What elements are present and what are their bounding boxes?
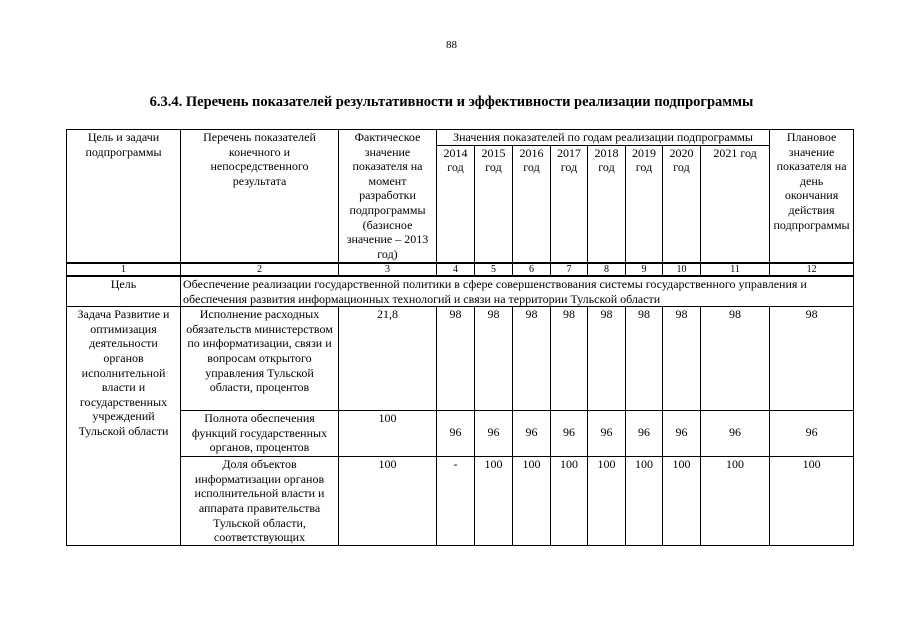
header-year-2014: 2014 год	[437, 145, 475, 263]
year-value: 100	[475, 457, 513, 546]
column-number: 11	[701, 263, 770, 276]
year-value: 100	[513, 457, 551, 546]
planned-value: 100	[770, 457, 854, 546]
year-value: 100	[588, 457, 626, 546]
year-value: 98	[626, 307, 663, 411]
header-year-2019: 2019 год	[626, 145, 663, 263]
header-year-2020: 2020 год	[663, 145, 701, 263]
column-number: 9	[626, 263, 663, 276]
indicator-name: Доля объектов информатизации органов исполнительной власти и аппарата правительства Тульской области, соответствующих	[181, 457, 339, 546]
year-value: 98	[475, 307, 513, 411]
planned-value: 96	[770, 411, 854, 457]
column-number: 8	[588, 263, 626, 276]
section-title: 6.3.4. Перечень показателей результативности и эффективности реализации подпрограммы	[149, 94, 754, 110]
year-value: 98	[513, 307, 551, 411]
header-year-2021: 2021 год	[701, 145, 770, 263]
year-value: 98	[551, 307, 588, 411]
year-value: 96	[588, 411, 626, 457]
column-number: 1	[67, 263, 181, 276]
year-value: 100	[626, 457, 663, 546]
goal-label: Цель	[67, 276, 181, 307]
column-number: 3	[339, 263, 437, 276]
column-number: 2	[181, 263, 339, 276]
table-row	[67, 457, 854, 546]
goal-text: Обеспечение реализации государственной политики в сфере совершенствования системы государственного управления и обеспечения развития информационных технологий и связи на территории Тульской области	[181, 276, 854, 307]
goal-row	[67, 276, 854, 307]
base-value: 100	[339, 411, 437, 457]
indicator-name: Полнота обеспечения функций государственных органов, процентов	[181, 411, 339, 457]
table-row	[67, 307, 854, 411]
header-year-2017: 2017 год	[551, 145, 588, 263]
year-value: 96	[513, 411, 551, 457]
column-number: 7	[551, 263, 588, 276]
column-number: 6	[513, 263, 551, 276]
year-value: -	[437, 457, 475, 546]
column-number: 4	[437, 263, 475, 276]
base-value: 100	[339, 457, 437, 546]
task-description: Задача Развитие и оптимизация деятельности органов исполнительной власти и государственных учреждений Тульской области	[67, 307, 181, 546]
header-goals-tasks: Цель и задачи подпрограммы	[67, 130, 181, 264]
table-row	[67, 411, 854, 457]
header-years-group: Значения показателей по годам реализации подпрограммы	[437, 130, 770, 146]
year-value: 98	[588, 307, 626, 411]
header-planned-value: Плановое значение показателя на день окончания действия подпрограммы	[770, 130, 854, 264]
column-number: 12	[770, 263, 854, 276]
year-value: 100	[663, 457, 701, 546]
planned-value: 98	[770, 307, 854, 411]
year-value: 98	[663, 307, 701, 411]
header-year-2018: 2018 год	[588, 145, 626, 263]
base-value: 21,8	[339, 307, 437, 411]
year-value: 96	[475, 411, 513, 457]
year-value: 98	[701, 307, 770, 411]
indicators-table	[66, 129, 854, 546]
header-year-2015: 2015 год	[475, 145, 513, 263]
year-value: 96	[437, 411, 475, 457]
year-value: 96	[663, 411, 701, 457]
header-indicators-list: Перечень показателей конечного и непосредственного результата	[181, 130, 339, 264]
year-value: 96	[551, 411, 588, 457]
column-number: 5	[475, 263, 513, 276]
year-value: 100	[701, 457, 770, 546]
header-base-value: Фактическое значение показателя на момент разработки подпрограммы (базисное значение – 2013 год)	[339, 130, 437, 264]
year-value: 96	[626, 411, 663, 457]
indicator-name: Исполнение расходных обязательств министерством по информатизации, связи и вопросам открытого управления Тульской области, процентов	[181, 307, 339, 411]
page-number: 88	[446, 39, 457, 51]
year-value: 96	[701, 411, 770, 457]
header-year-2016: 2016 год	[513, 145, 551, 263]
year-value: 98	[437, 307, 475, 411]
year-value: 100	[551, 457, 588, 546]
column-number: 10	[663, 263, 701, 276]
